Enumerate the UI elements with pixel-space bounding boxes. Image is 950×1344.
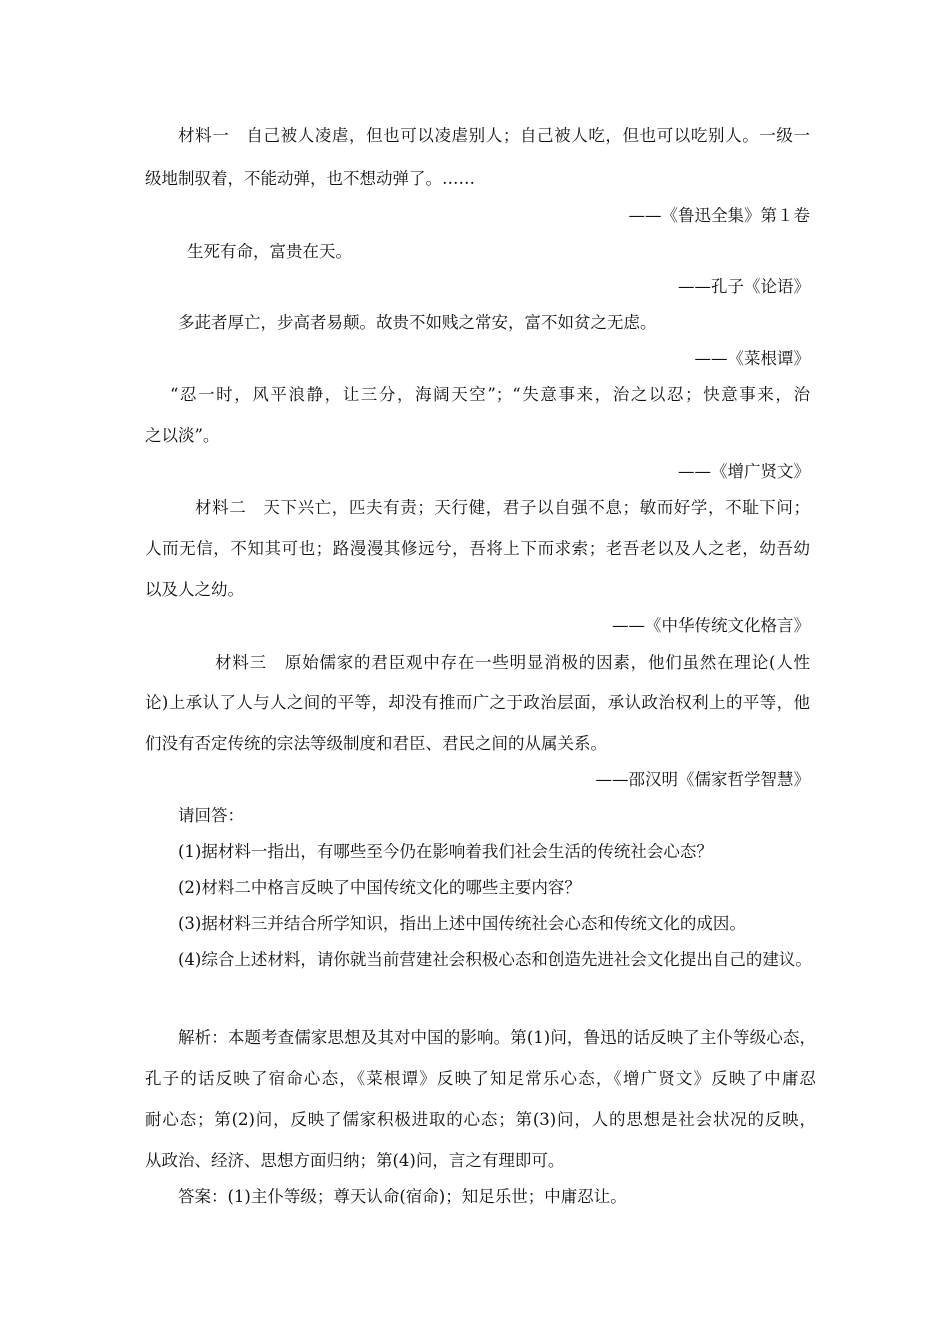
material3-line3: 们没有否定传统的宗法等级制度和君臣、君民之间的从属关系。	[145, 734, 607, 753]
question-1: (1)据材料一指出，有哪些至今仍在影响着我们社会生活的传统社会心态？	[178, 842, 713, 861]
material1-source1: ——《鲁迅全集》第１卷	[628, 206, 810, 225]
material1-source2: ——孔子《论语》	[678, 277, 810, 296]
analysis-line3: 耐心态；第(2)问，反映了儒家积极进取的心态；第(3)问，人的思想是社会状况的反映，	[145, 1110, 816, 1129]
analysis-line2: 孔子的话反映了宿命心态，《菜根谭》反映了知足常乐心态，《增广贤文》反映了中庸忍	[145, 1069, 816, 1088]
answer-line1: 答案：(1)主仆等级；尊天认命(宿命)；知足乐世；中庸忍让。	[178, 1187, 627, 1206]
material3-label: 材料三	[215, 653, 267, 672]
analysis-line1: 解析：本题考查儒家思想及其对中国的影响。第(1)问，鲁迅的话反映了主仆等级心态，	[178, 1028, 816, 1047]
question-3: (3)据材料三并结合所学知识，指出上述中国传统社会心态和传统文化的成因。	[178, 914, 746, 933]
material3-text: 原始儒家的君臣观中存在一些明显消极的因素，他们虽然在理论(人性	[284, 653, 810, 672]
material1-source4: ——《增广贤文》	[678, 462, 810, 481]
material3-line2: 论)上承认了人与人之间的平等，却没有推而广之于政治层面，承认政治权利上的平等，他	[145, 693, 810, 712]
material2-line3: 以及人之幼。	[145, 580, 244, 599]
questions-prompt: 请回答：	[178, 806, 244, 825]
material1-text: 自己被人凌虐，但也可以凌虐别人；自己被人吃，但也可以吃别人。一级一	[229, 126, 810, 145]
material2-line1	[195, 497, 810, 519]
material3-line1	[215, 652, 810, 674]
question-2: (2)材料二中格言反映了中国传统文化的哪些主要内容？	[178, 878, 581, 897]
question-4: (4)综合上述材料，请你就当前营建社会积极心态和创造先进社会文化提出自己的建议。	[178, 950, 812, 969]
material2-line2: 人而无信，不知其可也；路漫漫其修远兮，吾将上下而求索；老吾老以及人之老，幼吾幼	[145, 539, 810, 558]
material1-label: 材料一	[178, 126, 230, 145]
material1-quote4-line1: “忍一时，风平浪静，让三分，海阔天空”；“失意事来，治之以忍；快意事来，治	[170, 385, 810, 404]
material1-quote2: 生死有命，富贵在天。	[187, 242, 352, 261]
material3-source: ——邵汉明《儒家哲学智慧》	[595, 770, 810, 789]
material1-quote4-line2: 之以淡”。	[145, 426, 220, 445]
material1-line1	[178, 125, 810, 147]
analysis-line4: 从政治、经济、思想方面归纳；第(4)问，言之有理即可。	[145, 1151, 565, 1170]
material2-text: 天下兴亡，匹夫有责；天行健，君子以自强不息；敏而好学，不耻下问；	[246, 498, 810, 517]
material2-source: ——《中华传统文化格言》	[612, 616, 810, 635]
material1-source3: ——《菜根谭》	[694, 349, 810, 368]
material2-label: 材料二	[195, 498, 247, 517]
material1-line2: 级地制驭着，不能动弹，也不想动弹了。……	[145, 169, 475, 188]
material1-quote3: 多茈者厚亡，步高者易颠。故贵不如贱之常安，富不如贫之无虑。	[178, 313, 657, 332]
